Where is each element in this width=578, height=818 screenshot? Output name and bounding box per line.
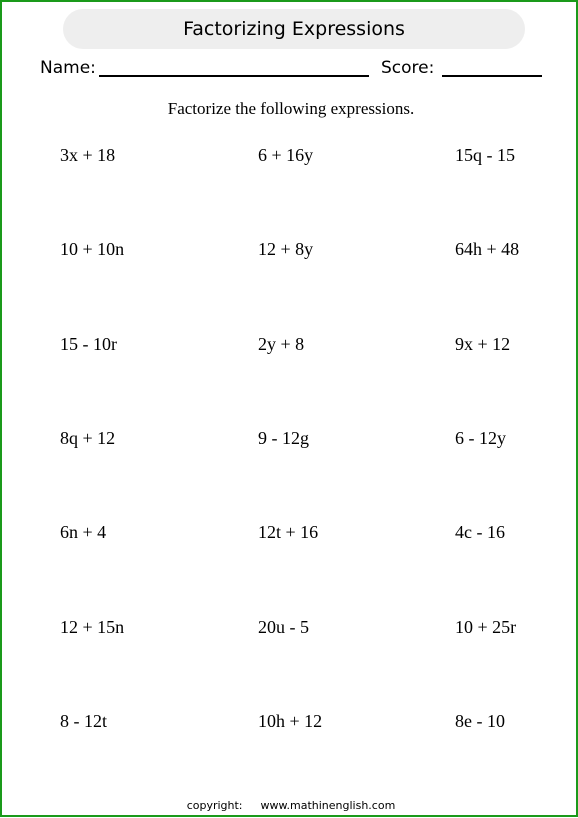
problem-expression: 8q + 12: [60, 428, 116, 448]
problem-expression: 9 - 12g: [258, 428, 309, 448]
problem-expression: 12 + 15n: [60, 617, 125, 637]
problem-expression: 6 - 12y: [455, 428, 506, 448]
instruction-text: Factorize the following expressions.: [167, 99, 415, 118]
problem-expression: 15 - 10r: [60, 334, 117, 354]
name-blank-line: [99, 75, 369, 77]
name-label: Name:: [40, 58, 96, 78]
problem-expression: 10 + 10n: [60, 239, 125, 259]
problem-expression: 64h + 48: [455, 239, 520, 259]
problem-expression: 3x + 18: [60, 145, 116, 165]
problem-expression: 4c - 16: [455, 522, 505, 542]
problem-expression: 10h + 12: [258, 711, 323, 731]
copyright-site: www.mathinenglish.com: [260, 799, 396, 812]
page-title: Factorizing Expressions: [63, 9, 525, 49]
problem-expression: 10 + 25r: [455, 617, 517, 637]
problem-expression: 8 - 12t: [60, 711, 107, 731]
score-label: Score:: [381, 58, 435, 78]
problem-expression: 6 + 16y: [258, 145, 314, 165]
problem-expression: 8e - 10: [455, 711, 505, 731]
problem-expression: 12t + 16: [258, 522, 319, 542]
problem-expression: 20u - 5: [258, 617, 309, 637]
problem-expression: 6n + 4: [60, 522, 107, 542]
score-blank-line: [442, 75, 542, 77]
problem-expression: 12 + 8y: [258, 239, 314, 259]
copyright-footer: [2, 799, 578, 812]
problem-expression: 2y + 8: [258, 334, 305, 354]
problem-expression: 15q - 15: [455, 145, 515, 165]
copyright-label: copyright:: [186, 799, 243, 812]
problem-expression: 9x + 12: [455, 334, 511, 354]
